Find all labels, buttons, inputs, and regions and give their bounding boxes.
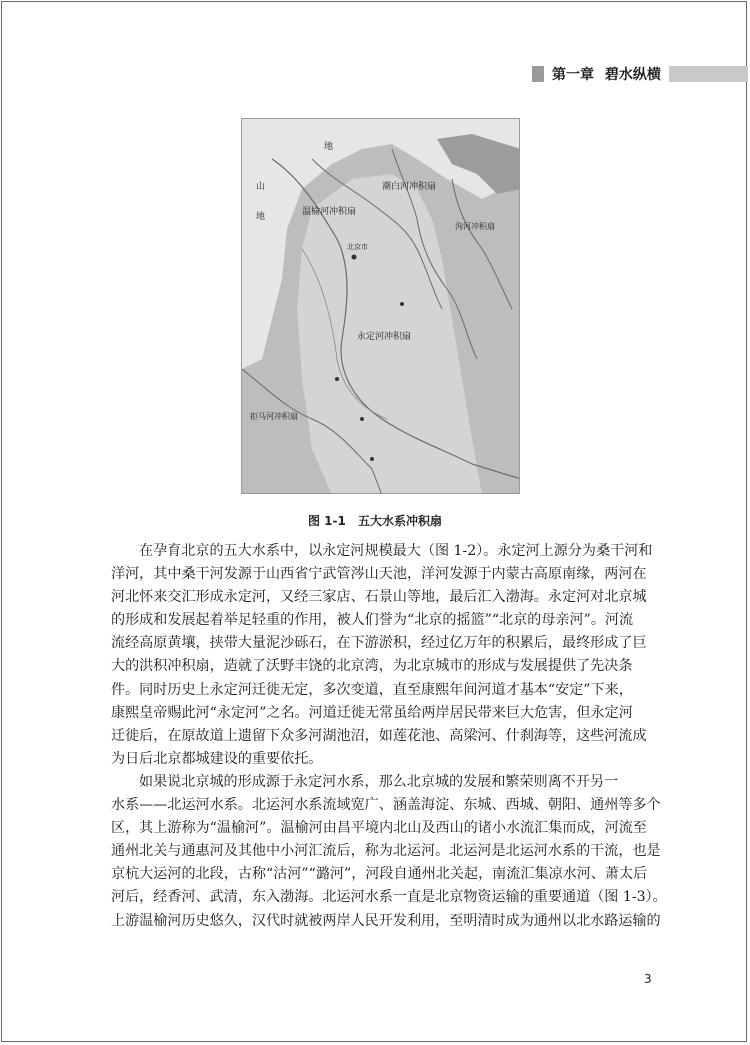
caption-number: 图 1-1 [307,514,346,528]
body-line: 洋河，其中桑干河发源于山西省宁武管涔山天池，洋河发源于内蒙古高原南缘，两河在 [111,566,647,583]
body-line: 件。同时历史上永定河迁徙无定，多次变道，直至康熙年间河道才基本“安定”下来， [111,681,633,698]
header-bar-left [532,66,544,82]
map-label-juma: 拒马河冲积扇 [250,412,298,421]
map-label-wenyu: 温榆河冲积扇 [302,207,357,217]
body-line: 大的洪积冲积扇，造就了沃野丰饶的北京湾，为北京城市的形成与发展提供了先决条 [111,658,633,675]
chapter-title [544,64,669,84]
map-label-mountain-2: 地 [256,212,266,222]
map-label-yongding: 永定河冲积扇 [357,332,412,342]
chapter-header [532,64,748,84]
body-line: 流经高原黄壤，挟带大量泥沙砾石，在下游淤积，经过亿万年的积累后，最终形成了巨 [111,635,647,652]
map-label-jiyun: 泃河冲积扇 [455,222,495,231]
alluvial-fan-map [241,118,520,494]
body-line: 区，其上游称为“温榆河”。温榆河由昌平境内北山及西山的诸小水流汇集而成，河流至 [111,820,647,837]
body-line: 为日后北京都城建设的重要依托。 [111,750,323,767]
body-line: 河后，经香河、武清，东入渤海。北运河水系一直是北京物资运输的重要通道（图 1-3）。 [111,889,667,906]
chapter-name: 碧水纵横 [604,67,661,83]
body-line: 河北怀来交汇形成永定河，又经三家店、石景山等地，最后汇入渤海。永定河对北京城 [111,589,647,606]
body-line: 京杭大运河的北段，古称“沽河”“潞河”，河段自通州北关起，南流汇集凉水河、萧太后 [111,866,648,883]
body-line: 康熙皇帝赐此河“永定河”之名。河道迁徙无常虽给两岸居民带来巨大危害，但永定河 [111,704,633,721]
map-svg [242,119,520,494]
body-line: 在孕育北京的五大水系中，以永定河规模最大（图 1-2）。永定河上源分为桑干河和 [139,543,653,559]
body-line: 迁徙后，在原故道上遗留下众多河湖池沼，如莲花池、高梁河、什刹海等，这些河流成 [111,727,647,744]
chapter-number: 第一章 [552,67,594,83]
map-label-chaobai: 潮白河冲积扇 [382,182,437,192]
figure-caption [0,512,750,529]
body-line: 上游温榆河历史悠久，汉代时就被两岸人民开发利用，至明清时成为通州以北水路运输的 [111,912,661,929]
body-line: 的形成和发展起着举足轻重的作用，被人们誉为“北京的摇篮”“北京的母亲河”。河流 [111,612,634,629]
caption-title: 五大水系冲积扇 [358,514,443,528]
body-text [111,540,668,933]
body-line: 水系——北运河水系。北运河水系流域宽广、涵盖海淀、东城、西城、朝阳、通州等多个 [111,797,661,814]
body-line: 通州北关与通惠河及其他中小河汇流后，称为北运河。北运河是北运河水系的干流，也是 [111,843,661,860]
body-line: 如果说北京城的形成源于永定河水系，那么北京城的发展和繁荣则离不开另一 [139,773,619,790]
map-label-beijing: 北京市 [347,243,368,251]
header-bar-right [669,66,748,82]
map-label-mountain-1: 山 [256,182,266,192]
map-label-top-left: 地 [324,142,334,152]
page-number: 3 [644,972,652,986]
